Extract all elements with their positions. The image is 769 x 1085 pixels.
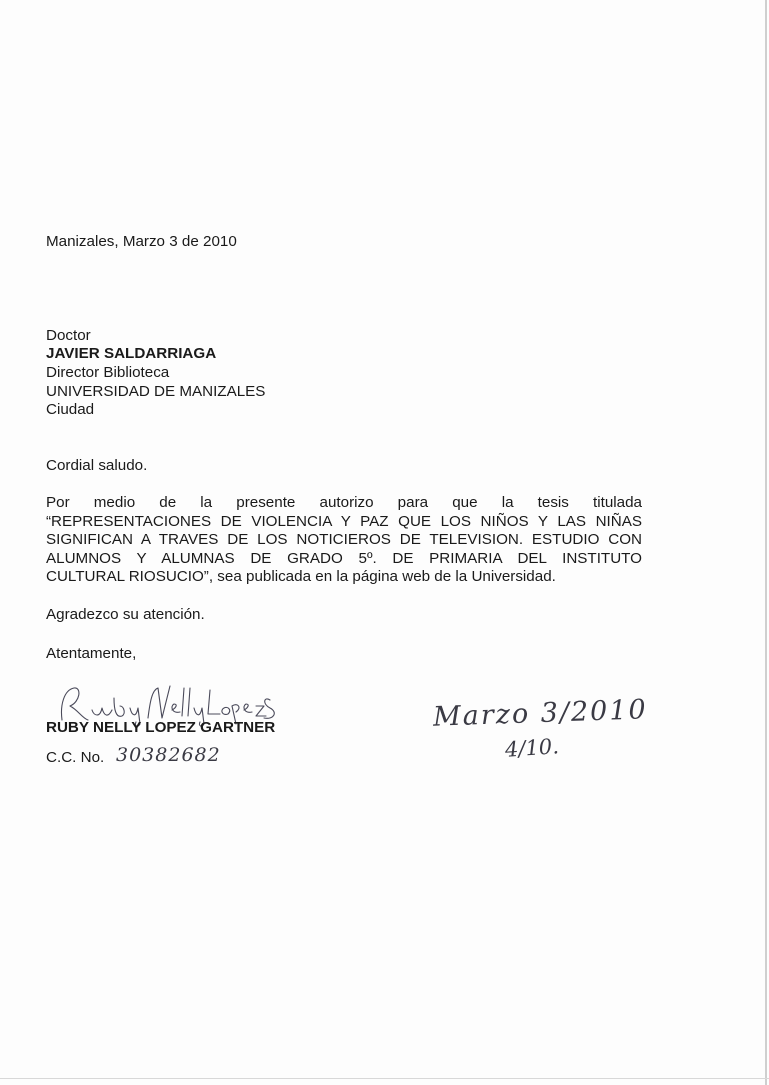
recipient-city: Ciudad <box>46 401 95 418</box>
id-number-handwritten: 30382682 <box>116 744 221 766</box>
body-line: “REPRESENTACIONES DE VIOLENCIA Y PAZ QUE LOS NIÑOS Y LAS NIÑAS <box>46 512 642 530</box>
recipient-name: JAVIER SALDARRIAGA <box>46 345 217 362</box>
handwritten-mark: 4/10. <box>504 734 560 762</box>
closing: Atentamente, <box>46 645 137 662</box>
body-line: Por medio de la presente autorizo para que la tesis titulada <box>46 494 642 511</box>
signer-name: RUBY NELLY LOPEZ GARTNER <box>46 719 276 736</box>
body-line: SIGNIFICAN A TRAVES DE LOS NOTICIEROS DE TELEVISION. ESTUDIO CON <box>46 531 642 549</box>
body-line: ALUMNOS Y ALUMNAS DE GRADO 5º. DE PRIMARIA DEL INSTITUTO <box>46 549 642 567</box>
scan-edge-right <box>765 0 767 1085</box>
body-line: CULTURAL RIOSUCIO”, sea publicada en la página web de la Universidad. <box>46 568 556 586</box>
place-date: Manizales, Marzo 3 de 2010 <box>46 233 237 250</box>
recipient-position: Director Biblioteca <box>46 364 170 381</box>
id-label: C.C. No. <box>46 749 105 766</box>
handwritten-date: Marzo 3/2010 <box>432 694 649 733</box>
scan-edge-bottom <box>0 1078 769 1079</box>
body-paragraph <box>46 494 642 587</box>
recipient-title: Doctor <box>46 327 91 344</box>
thanks: Agradezco su atención. <box>46 606 205 623</box>
recipient-institution: UNIVERSIDAD DE MANIZALES <box>46 383 266 400</box>
greeting: Cordial saludo. <box>46 457 148 474</box>
